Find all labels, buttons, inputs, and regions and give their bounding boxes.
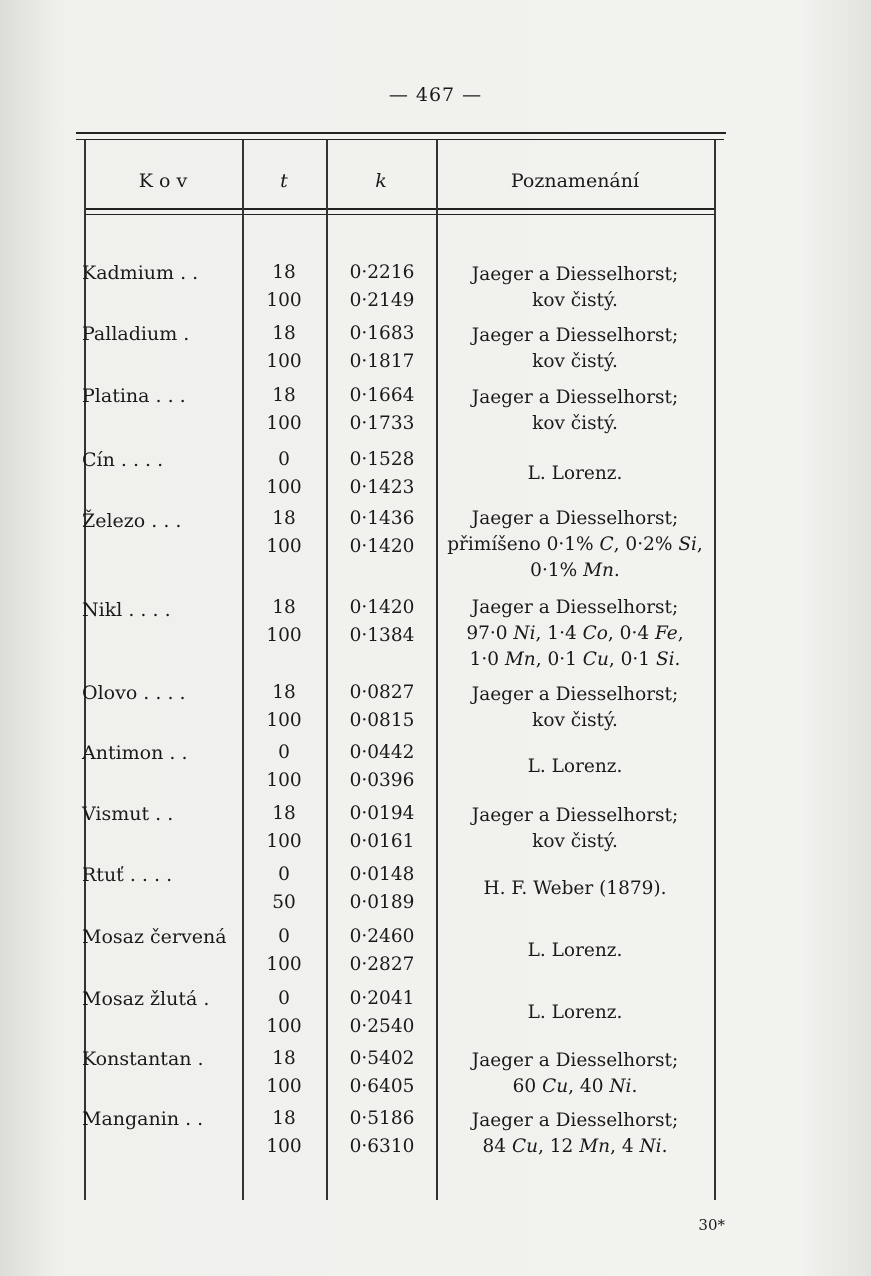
header-k xyxy=(326,170,436,192)
conductivity-value: 0·1384 xyxy=(349,625,415,646)
header-t xyxy=(242,170,326,192)
temperature-value: 18 xyxy=(272,803,296,824)
note-line: 97·0 Ni, 1·4 Co, 0·4 Fe, xyxy=(466,623,684,644)
element-symbol: Cu xyxy=(511,1136,539,1157)
conductivity-value: 0·0194 xyxy=(349,803,415,824)
note-line: 0·1% Mn. xyxy=(530,560,620,581)
element-symbol: Mn xyxy=(583,560,614,581)
metal-name: Manganin . . xyxy=(82,1108,204,1130)
metal-name: Mosaz žlutá . xyxy=(82,988,210,1010)
temperature-value: 50 xyxy=(272,892,296,913)
element-symbol: C xyxy=(599,534,614,555)
note-line: kov čistý. xyxy=(532,413,618,434)
note-line: Jaeger a Diesselhorst; xyxy=(471,1110,679,1131)
conductivity-value: 0·1420 xyxy=(349,597,415,618)
note-line: 60 Cu, 40 Ni. xyxy=(512,1076,638,1097)
note-line: 84 Cu, 12 Mn, 4 Ni. xyxy=(482,1136,668,1157)
temperature-value: 18 xyxy=(272,1048,296,1069)
temperature-value: 0 xyxy=(278,988,290,1009)
conductivity-value: 0·2216 xyxy=(349,262,415,283)
temperature-value: 18 xyxy=(272,1108,296,1129)
metal-name: Vismut . . xyxy=(82,803,174,825)
metal-name: Konstantan . xyxy=(82,1048,204,1070)
column-divider-k-notes xyxy=(436,140,438,1200)
note-line: L. Lorenz. xyxy=(527,463,623,484)
temperature-value: 100 xyxy=(266,351,302,372)
header-k-text: k xyxy=(375,170,387,192)
conductivity-value: 0·0827 xyxy=(349,682,415,703)
conductivity-value: 0·5186 xyxy=(349,1108,415,1129)
note-line: Jaeger a Diesselhorst; xyxy=(471,325,679,346)
note-line: přimíšeno 0·1% C, 0·2% Si, xyxy=(447,534,703,555)
element-symbol: Cu xyxy=(542,1076,569,1097)
element-symbol: Fe xyxy=(654,623,678,644)
temperature-value: 0 xyxy=(278,742,290,763)
note-line: Jaeger a Diesselhorst; xyxy=(471,805,679,826)
metal-name: Palladium . xyxy=(82,323,190,345)
conductivity-value: 0·1683 xyxy=(349,323,415,344)
temperature-value: 0 xyxy=(278,449,290,470)
element-symbol: Ni xyxy=(609,1076,632,1097)
conductivity-value: 0·0148 xyxy=(349,864,415,885)
temperature-value: 100 xyxy=(266,954,302,975)
temperature-value: 18 xyxy=(272,682,296,703)
temperature-value: 18 xyxy=(272,508,296,529)
temperature-value: 18 xyxy=(272,262,296,283)
note-line: Jaeger a Diesselhorst; xyxy=(471,684,679,705)
temperature-value: 0 xyxy=(278,864,290,885)
note-line: Jaeger a Diesselhorst; xyxy=(471,597,679,618)
element-symbol: Si xyxy=(678,534,697,555)
temperature-value: 100 xyxy=(266,413,302,434)
note-line: kov čistý. xyxy=(532,831,618,852)
temperature-value: 0 xyxy=(278,926,290,947)
note-line: kov čistý. xyxy=(532,710,618,731)
conductivity-value: 0·6310 xyxy=(349,1136,415,1157)
conductivity-value: 0·1733 xyxy=(349,413,415,434)
note-line: Jaeger a Diesselhorst; xyxy=(471,1050,679,1071)
conductivity-value: 0·1420 xyxy=(349,536,415,557)
temperature-value: 100 xyxy=(266,1076,302,1097)
conductivity-value: 0·0815 xyxy=(349,710,415,731)
conductivity-value: 0·0396 xyxy=(349,770,415,791)
header-t-text: t xyxy=(280,170,288,192)
temperature-value: 100 xyxy=(266,770,302,791)
table-top-rule-thin xyxy=(76,139,724,140)
conductivity-value: 0·5402 xyxy=(349,1048,415,1069)
conductivity-value: 0·2827 xyxy=(349,954,415,975)
note-line: L. Lorenz. xyxy=(527,756,623,777)
signature-mark: 30* xyxy=(698,1216,725,1234)
conductivity-value: 0·0161 xyxy=(349,831,415,852)
temperature-value: 100 xyxy=(266,536,302,557)
metal-name: Rtuť . . . . xyxy=(82,864,173,886)
temperature-value: 100 xyxy=(266,477,302,498)
table-top-rule xyxy=(76,132,726,134)
temperature-value: 18 xyxy=(272,385,296,406)
conductivity-value: 0·1528 xyxy=(349,449,415,470)
note-line: H. F. Weber (1879). xyxy=(483,878,667,899)
column-divider-right xyxy=(714,140,716,1200)
conductivity-value: 0·1817 xyxy=(349,351,415,372)
header-notes: Poznamenání xyxy=(510,170,640,192)
temperature-value: 100 xyxy=(266,290,302,311)
metal-name: Nikl . . . . xyxy=(82,599,171,621)
note-line: 1·0 Mn, 0·1 Cu, 0·1 Si. xyxy=(469,649,681,670)
metal-name: Olovo . . . . xyxy=(82,682,186,704)
temperature-value: 100 xyxy=(266,710,302,731)
note-line: Jaeger a Diesselhorst; xyxy=(471,508,679,529)
metal-name: Antimon . . xyxy=(82,742,188,764)
column-divider-t-k xyxy=(326,140,328,1200)
conductivity-value: 0·1664 xyxy=(349,385,415,406)
conductivity-value: 0·1436 xyxy=(349,508,415,529)
temperature-value: 18 xyxy=(272,597,296,618)
temperature-value: 100 xyxy=(266,1016,302,1037)
element-symbol: Si xyxy=(655,649,675,670)
conductivity-value: 0·6405 xyxy=(349,1076,415,1097)
header-bottom-rule xyxy=(84,208,714,210)
note-line: L. Lorenz. xyxy=(527,1002,623,1023)
element-symbol: Ni xyxy=(513,623,536,644)
element-symbol: Cu xyxy=(582,649,609,670)
element-symbol: Mn xyxy=(504,649,536,670)
note-line: kov čistý. xyxy=(532,351,618,372)
metal-name: Cín . . . . xyxy=(82,449,164,471)
conductivity-value: 0·2540 xyxy=(349,1016,415,1037)
metal-name: Kadmium . . xyxy=(82,262,199,284)
header-metal: K o v xyxy=(138,170,188,192)
conductivity-value: 0·0189 xyxy=(349,892,415,913)
metal-name: Železo . . . xyxy=(82,510,182,532)
page-number: — 467 — xyxy=(388,84,483,106)
metal-name: Mosaz červená xyxy=(82,926,227,948)
temperature-value: 100 xyxy=(266,625,302,646)
conductivity-value: 0·2041 xyxy=(349,988,415,1009)
note-line: L. Lorenz. xyxy=(527,940,623,961)
conductivity-value: 0·0442 xyxy=(349,742,415,763)
note-line: kov čistý. xyxy=(532,290,618,311)
metal-name: Platina . . . xyxy=(82,385,186,407)
note-line: Jaeger a Diesselhorst; xyxy=(471,264,679,285)
temperature-value: 100 xyxy=(266,831,302,852)
element-symbol: Mn xyxy=(579,1136,611,1157)
header-bottom-rule-thin xyxy=(84,214,714,215)
column-divider-left xyxy=(84,140,86,1200)
element-symbol: Ni xyxy=(639,1136,662,1157)
temperature-value: 100 xyxy=(266,1136,302,1157)
conductivity-value: 0·2149 xyxy=(349,290,415,311)
conductivity-value: 0·1423 xyxy=(349,477,415,498)
conductivity-value: 0·2460 xyxy=(349,926,415,947)
temperature-value: 18 xyxy=(272,323,296,344)
note-line: Jaeger a Diesselhorst; xyxy=(471,387,679,408)
element-symbol: Co xyxy=(582,623,608,644)
